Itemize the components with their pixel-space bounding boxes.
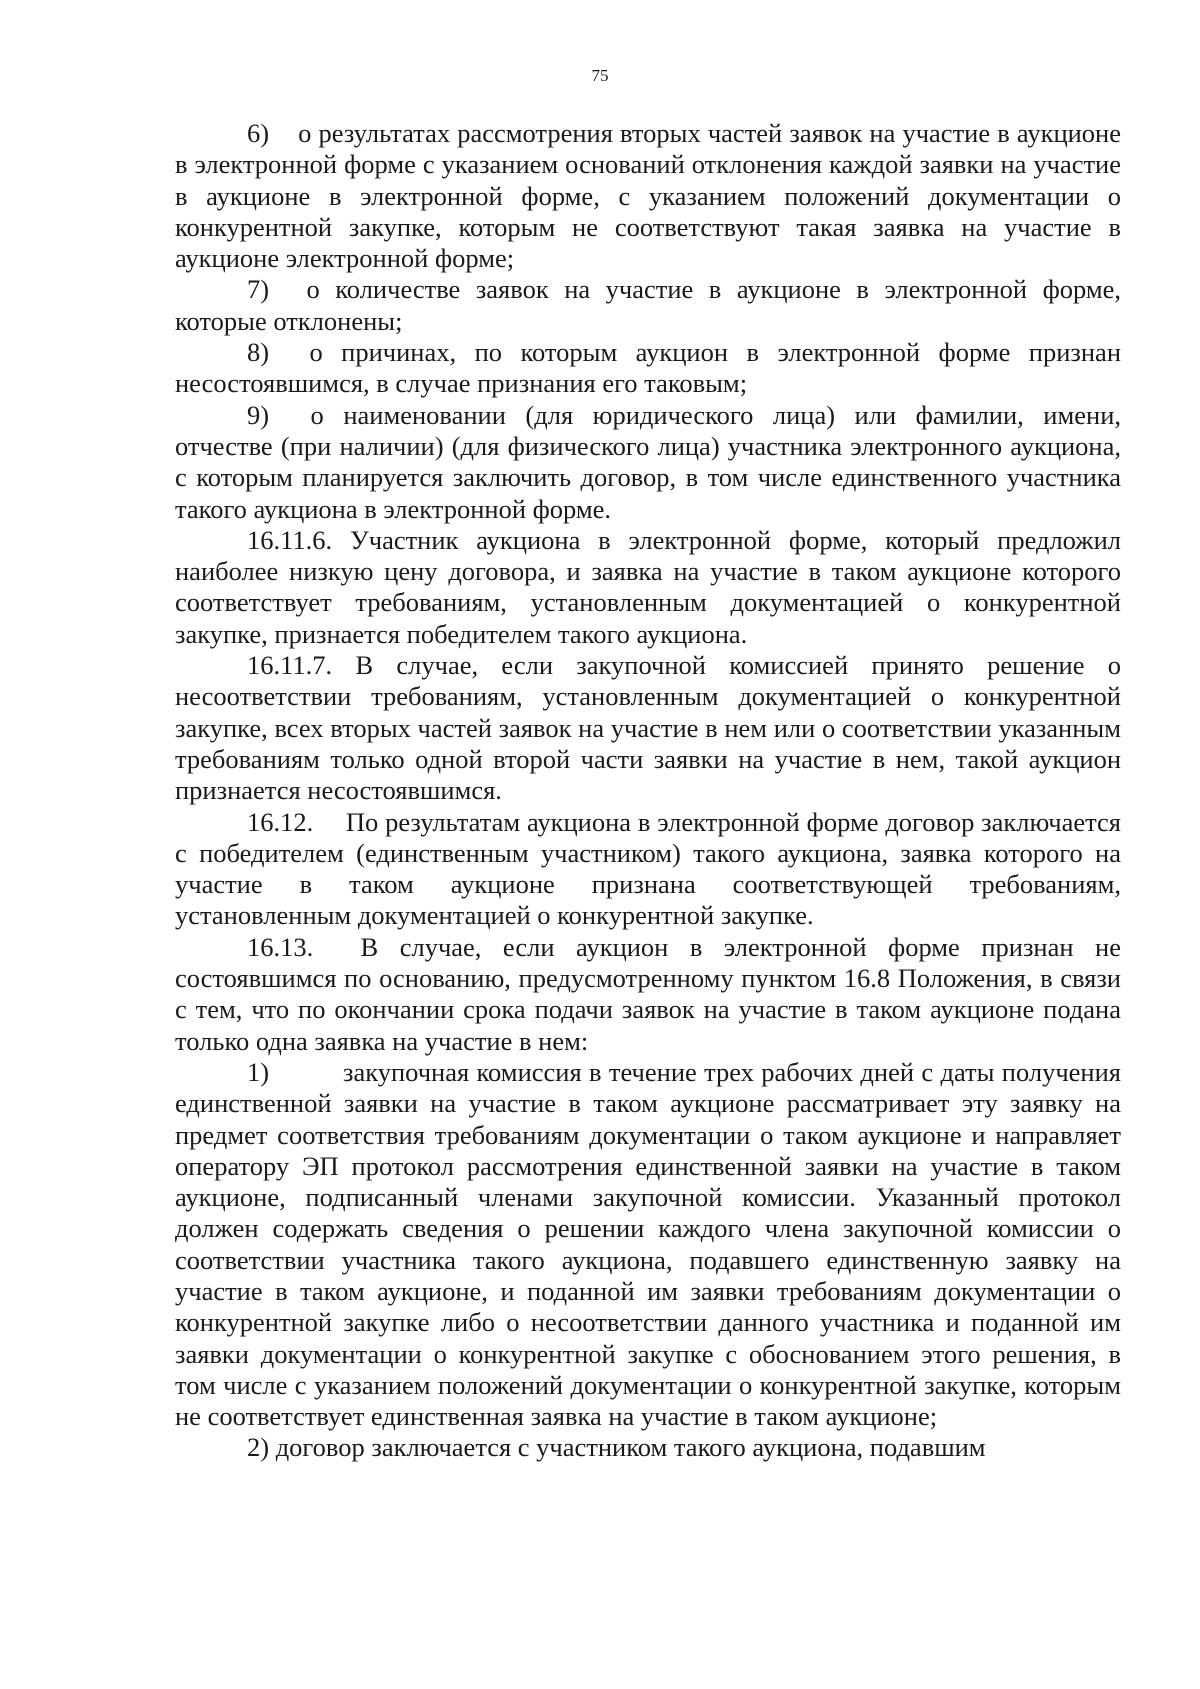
item-number: 8) (247, 337, 270, 368)
item-text: закупочная комиссия в течение трех рабочих дней с даты получения единственной заявки на участие в таком аукционе рассматривает эту заявку на предмет соответствия требованиям документации о таком аукционе и направляет оператору ЭП протокол рассмотрения единственной заявки на участие в таком аукционе, подписанный членами закупочной комиссии. Указанный протокол должен содержать сведения о решении каждого члена закупочной комиссии о соответствии участника такого аукциона, подавшего единственную заявку на участие в таком аукционе, и поданной им заявки требованиям документации о конкурентной закупке либо о несоответствии данного участника и поданной им заявки документации о конкурентной закупке с обоснованием этого решения, в том числе с указанием положений документации о конкурентной закупке, которым не соответствует единственная заявка на участие в таком аукционе; (175, 1056, 1121, 1432)
clause-number: 16.13. (247, 931, 314, 962)
clause-text: Участник аукциона в электронной форме, который предложил наиболее низкую цену договора, и заявка на участие в таком аукционе которого соответствует требованиям, установленным документацией о конкурентной закупке, признается победителем такого аукциона. (175, 524, 1121, 649)
clause-number: 16.11.7. (247, 650, 333, 681)
list-item-6 (175, 118, 1121, 274)
item-text: договор заключается с участником такого аукциона, подавшим (275, 1432, 986, 1463)
page-number: 75 (591, 66, 609, 85)
clause-text: В случае, если аукцион в электронной форме признан не состоявшимся по основанию, предусмотренному пунктом 16.8 Положения, в связи с тем, что по окончании срока подачи заявок на участие в таком аукционе подана только одна заявка на участие в нем: (175, 931, 1121, 1056)
item-number: 6) (247, 118, 270, 148)
item-text: о количестве заявок на участие в аукционе в электронной форме, которые отклонены; (175, 274, 1121, 336)
item-text: о наименовании (для юридического лица) или фамилии, имени, отчестве (при наличии) (для физического лица) участника электронного аукциона, с которым планируется заключить договор, в том числе единственного участника такого аукциона в электронной форме. (175, 399, 1122, 524)
item-number: 9) (247, 399, 270, 430)
list-item-7 (175, 274, 1121, 337)
clause-text: По результатам аукциона в электронной форме договор заключается с победителем (единственным участником) такого аукциона, заявка которого на участие в таком аукционе признана соответствующей требованиям, установленным документацией о конкурентной закупке. (175, 806, 1121, 931)
clause-16-11-6 (175, 525, 1121, 650)
list-item-2 (175, 1432, 1121, 1463)
clause-16-11-7 (175, 650, 1121, 806)
clause-number: 16.12. (247, 806, 314, 837)
clause-text: В случае, если закупочной комиссией принято решение о несоответствии требованиям, установленным документацией о конкурентной закупке, всех вторых частей заявок на участие в нем или о соответствии указанным требованиям только одной второй части заявки на участие в нем, такой аукцион признается несостоявшимся. (175, 650, 1122, 806)
item-text: о причинах, по которым аукцион в электронной форме признан несостоявшимся, в случае признания его таковым; (175, 337, 1121, 399)
clause-number: 16.11.6. (247, 524, 333, 555)
item-text: о результатах рассмотрения вторых частей заявок на участие в аукционе в электронной форме с указанием оснований отклонения каждой заявки на участие в аукционе в электронной форме, с указанием положений документации о конкурентной закупке, которым не соответствуют такая заявка на участие в аукционе электронной форме; (175, 118, 1122, 274)
document-body (175, 118, 1121, 1464)
list-item-1 (175, 1057, 1121, 1433)
clause-16-13 (175, 932, 1121, 1057)
list-item-9 (175, 400, 1121, 525)
clause-16-12 (175, 807, 1121, 932)
item-number: 1) (247, 1056, 270, 1087)
item-number: 7) (247, 274, 270, 305)
list-item-8 (175, 337, 1121, 400)
item-number: 2) (247, 1432, 270, 1463)
